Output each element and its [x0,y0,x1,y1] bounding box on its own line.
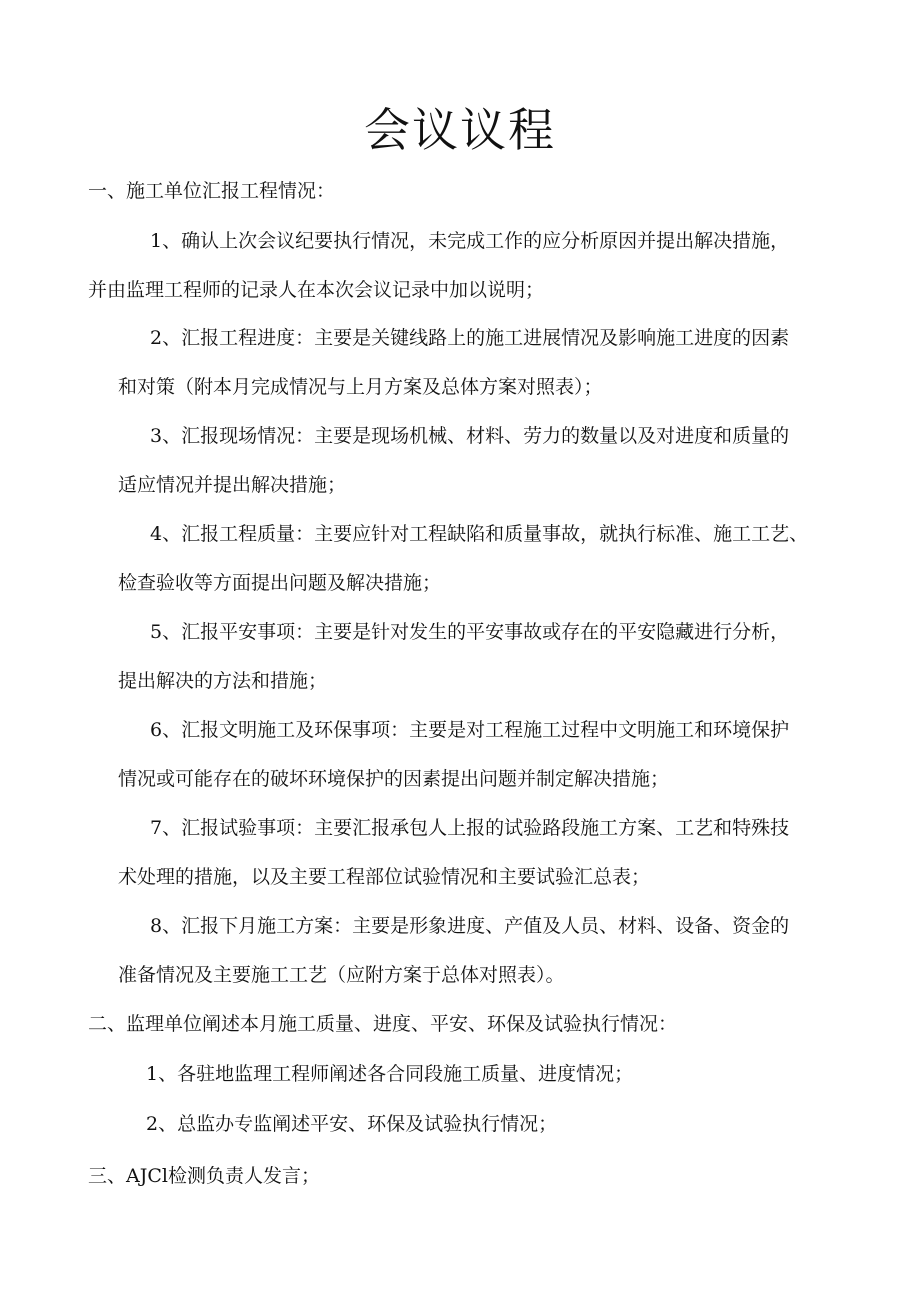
list-item-line: 提出解决的方法和措施； [118,670,328,692]
list-item-line: 并由监理工程师的记录人在本次会议记录中加以说明； [88,279,545,301]
section-heading: 一、施工单位汇报工程情况： [88,180,336,202]
section-heading: 三、AJCl检测负责人发言； [88,1165,320,1187]
list-item-line: 2、汇报工程进度：主要是关键线路上的施工进展情况及影响施工进度的因素 [150,327,790,349]
list-item-line: 7、汇报试验事项：主要汇报承包人上报的试验路段施工方案、工艺和特殊技 [150,817,790,839]
list-item-line: 1、确认上次会议纪要执行情况，未完成工作的应分析原因并提出解决措施， [150,230,790,252]
list-item-line: 1、各驻地监理工程师阐述各合同段施工质量、进度情况； [146,1063,634,1085]
list-item-line: 检查验收等方面提出问题及解决措施； [118,572,442,594]
list-item-line: 准备情况及主要施工工艺（应附方案于总体对照表）。 [118,964,565,986]
section-heading: 二、监理单位阐述本月施工质量、进度、平安、环保及试验执行情况： [88,1013,678,1035]
list-item-line: 3、汇报现场情况：主要是现场机械、材料、劳力的数量以及对进度和质量的 [150,425,790,447]
page-title: 会议议程 [364,103,556,157]
list-item-line: 情况或可能存在的破坏环境保护的因素提出问题并制定解决措施； [118,768,670,790]
list-item-line: 2、总监办专监阐述平安、环保及试验执行情况； [146,1113,558,1135]
list-item-line: 4、汇报工程质量：主要应针对工程缺陷和质量事故，就执行标准、施工工艺、 [150,523,809,545]
list-item-line: 8、汇报下月施工方案：主要是形象进度、产值及人员、材料、设备、资金的 [150,915,790,937]
list-item-line: 6、汇报文明施工及环保事项：主要是对工程施工过程中文明施工和环境保护 [150,719,790,741]
list-item-line: 术处理的措施，以及主要工程部位试验情况和主要试验汇总表； [118,866,651,888]
list-item-line: 和对策（附本月完成情况与上月方案及总体方案对照表）； [118,376,603,398]
list-item-line: 5、汇报平安事项：主要是针对发生的平安事故或存在的平安隐藏进行分析， [150,621,790,643]
list-item-line: 适应情况并提出解决措施； [118,474,347,496]
